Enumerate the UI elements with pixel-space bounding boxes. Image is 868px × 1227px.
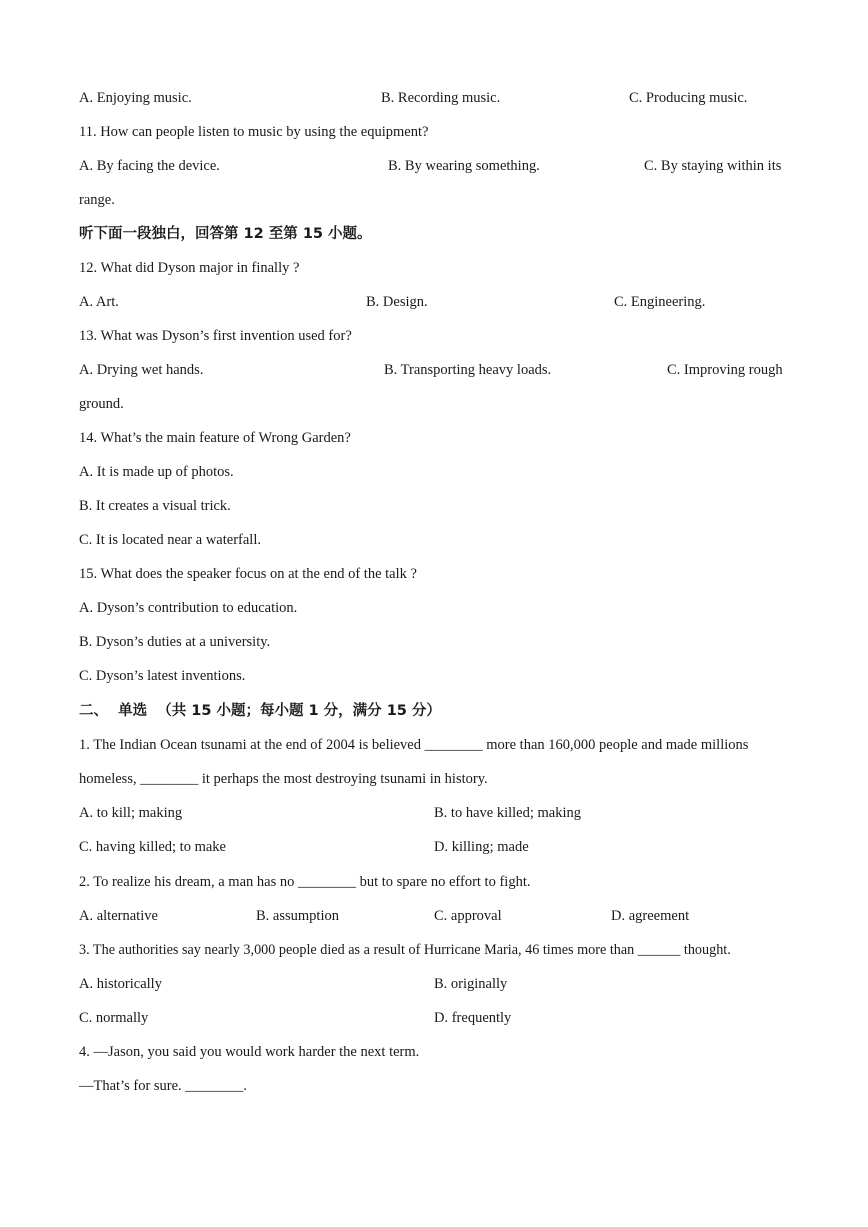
q13-option-c: C. Improving rough — [667, 362, 783, 378]
q12-question: 12. What did Dyson major in finally ? — [79, 260, 300, 276]
s3-option-b: B. originally — [434, 976, 508, 992]
q11-continuation: range. — [79, 192, 115, 208]
q15-question: 15. What does the speaker focus on at the end of the talk ? — [79, 566, 417, 582]
s2-option-a: A. alternative — [79, 908, 158, 924]
q14-option-c: C. It is located near a waterfall. — [79, 532, 261, 548]
q13-continuation: ground. — [79, 396, 124, 412]
section2-heading: 二、 单选 （共 15 小题；每小题 1 分，满分 15 分） — [79, 703, 441, 719]
q15-option-b: B. Dyson’s duties at a university. — [79, 634, 271, 650]
q14-option-b: B. It creates a visual trick. — [79, 498, 231, 514]
s3-question: 3. The authorities say nearly 3,000 people died as a result of Hurricane Maria, 46 times more than ______ thought. — [79, 942, 731, 958]
s3-option-d: D. frequently — [434, 1010, 512, 1026]
q13-option-b: B. Transporting heavy loads. — [384, 362, 552, 378]
q15-option-a: A. Dyson’s contribution to education. — [79, 600, 298, 616]
s1-option-c: C. having killed; to make — [79, 839, 226, 855]
q10-option-c: C. Producing music. — [629, 90, 748, 106]
s4-reply: —That’s for sure. ________. — [79, 1078, 247, 1094]
s1-option-b: B. to have killed; making — [434, 805, 581, 821]
q13-option-a: A. Drying wet hands. — [79, 362, 204, 378]
q11-option-c: C. By staying within its — [644, 158, 782, 174]
q14-question: 14. What’s the main feature of Wrong Garden? — [79, 430, 351, 446]
s1-question-line1: 1. The Indian Ocean tsunami at the end of 2004 is believed ________ more than 160,000 people and made millions — [79, 737, 749, 753]
s3-option-a: A. historically — [79, 976, 162, 992]
s2-option-b: B. assumption — [256, 908, 339, 924]
s1-question-line2: homeless, ________ it perhaps the most destroying tsunami in history. — [79, 771, 488, 787]
q11-option-a: A. By facing the device. — [79, 158, 220, 174]
q13-question: 13. What was Dyson’s first invention used for? — [79, 328, 352, 344]
q12-option-c: C. Engineering. — [614, 294, 706, 310]
q10-option-b: B. Recording music. — [381, 90, 501, 106]
q10-option-a: A. Enjoying music. — [79, 90, 192, 106]
s1-option-a: A. to kill; making — [79, 805, 183, 821]
q15-option-c: C. Dyson’s latest inventions. — [79, 668, 246, 684]
s3-option-c: C. normally — [79, 1010, 149, 1026]
s4-question: 4. —Jason, you said you would work harder the next term. — [79, 1044, 420, 1060]
s2-option-d: D. agreement — [611, 908, 690, 924]
q11-option-b: B. By wearing something. — [388, 158, 540, 174]
q12-option-b: B. Design. — [366, 294, 428, 310]
q11-question: 11. How can people listen to music by using the equipment? — [79, 124, 429, 140]
s2-option-c: C. approval — [434, 908, 502, 924]
s1-option-d: D. killing; made — [434, 839, 529, 855]
s2-question: 2. To realize his dream, a man has no ________ but to spare no effort to fight. — [79, 874, 531, 890]
monologue-instruction: 听下面一段独白，回答第 12 至第 15 小题。 — [79, 226, 372, 242]
q14-option-a: A. It is made up of photos. — [79, 464, 234, 480]
q12-option-a: A. Art. — [79, 294, 119, 310]
